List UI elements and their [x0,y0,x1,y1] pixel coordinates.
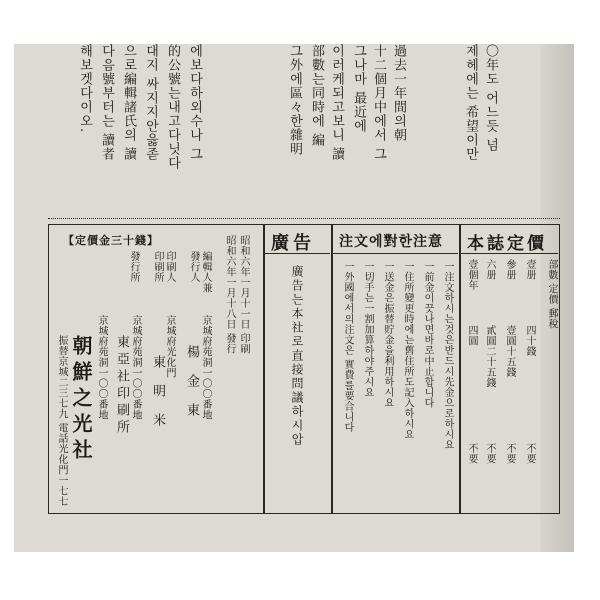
role-publishing-office: 發行所 [128,251,139,283]
office-address: 京城府苑洞一〇〇番地 [96,315,107,420]
article-line: 十二個月中에서 그 [371,44,386,162]
notice-line: 一住所變更時에는舊住所도記入하시요 [402,261,413,440]
role-editor: 編輯人兼 [200,251,211,293]
advert-title: 廣告 [271,233,315,254]
article-line: 해보겟다이오. [77,44,92,134]
article-line: 에보다하외수나 그 [187,44,202,162]
notice-title: 注文에對한注意 [339,234,444,250]
table-row: 六册 [484,259,495,280]
editor-address: 京城府苑洞一〇〇番地 [200,315,211,420]
notice-line: 一送金은振替貯金을利用하시요 [382,261,393,408]
print-shop-name: 東亞社印刷所 [114,335,129,437]
table-header: 部數 定價 郵稅 [546,259,557,330]
article-line: 제헤에는 希望이만 [463,44,478,162]
publisher-name: 朝鮮之光社 [69,335,93,465]
printer-name: 東 明 米 [150,355,165,433]
article-line: 이러케되고보니 讀 [329,44,344,162]
article-line: 으로編輯諸氏의 讀 [121,44,136,162]
table-divider [461,253,558,254]
print-date: 昭和六年一月十一日 印刷 [238,235,249,355]
article-line: 過去一年間의朝 [391,44,406,142]
role-print-shop: 印刷所 [152,251,163,283]
article-line: 그나마 最近에 [351,44,366,134]
subscription-table [460,224,560,514]
print-shop-address: 京城府苑洞一〇〇番地 [130,315,141,420]
table-row: 壹圓十五錢 [504,325,515,378]
editor-name: 楊 金 東 [184,345,199,423]
advert-box [264,224,332,514]
article-line: 的公號는내고다닛다 [165,44,180,170]
notice-line: 一注文하시는것은반드시先金으로하시요 [442,261,453,450]
table-row: 參册 [504,259,515,280]
price-label: 【定價金三十錢】 [63,234,159,247]
table-row: 不要 [524,443,535,464]
article-line: 다음號부터는 讀者 [99,44,114,162]
advert-divider [265,253,330,254]
order-notice [332,224,460,514]
colophon-box [48,224,264,514]
subscription-title: 本誌定價 [467,234,547,254]
section-divider [48,218,560,219]
notice-line: 一前金이끗나면바로中止합니다 [422,261,433,408]
article-line: 대지 싸지지안읋졷 [143,44,158,162]
article-line: 部數는同時에 編 [309,44,324,148]
notice-line: 一外國에서의注文은 實費를要合니다 [342,261,353,433]
table-row: 壹個年 [466,259,477,291]
table-row: 不要 [466,443,477,464]
table-row: 不要 [504,443,515,464]
table-row: 不要 [484,443,495,464]
role-publisher: 發行人 [188,251,199,283]
table-row: 壹册 [524,259,535,280]
advert-text: 廣告는本社로直接問議하시압 [290,265,304,447]
printer-address: 京城府光化門 [164,315,175,378]
printed-page [14,44,574,552]
table-row: 貳圓二十五錢 [484,325,495,388]
article-line: 〇年도 어느듯 넘 [483,44,498,153]
role-printer: 印刷人 [164,251,175,283]
publisher-contact: 振替京城二三七九 電話光化門一七七 [56,335,67,507]
notice-line: 一切手는一割加算하야주시요 [362,261,373,398]
table-row: 四十錢 [524,325,535,357]
notice-divider [333,253,458,254]
article-line: 그外에區々한雜明 [287,44,302,156]
publish-date: 昭和六年一月十八日 發行 [224,235,235,355]
table-row: 四圓 [466,325,477,346]
